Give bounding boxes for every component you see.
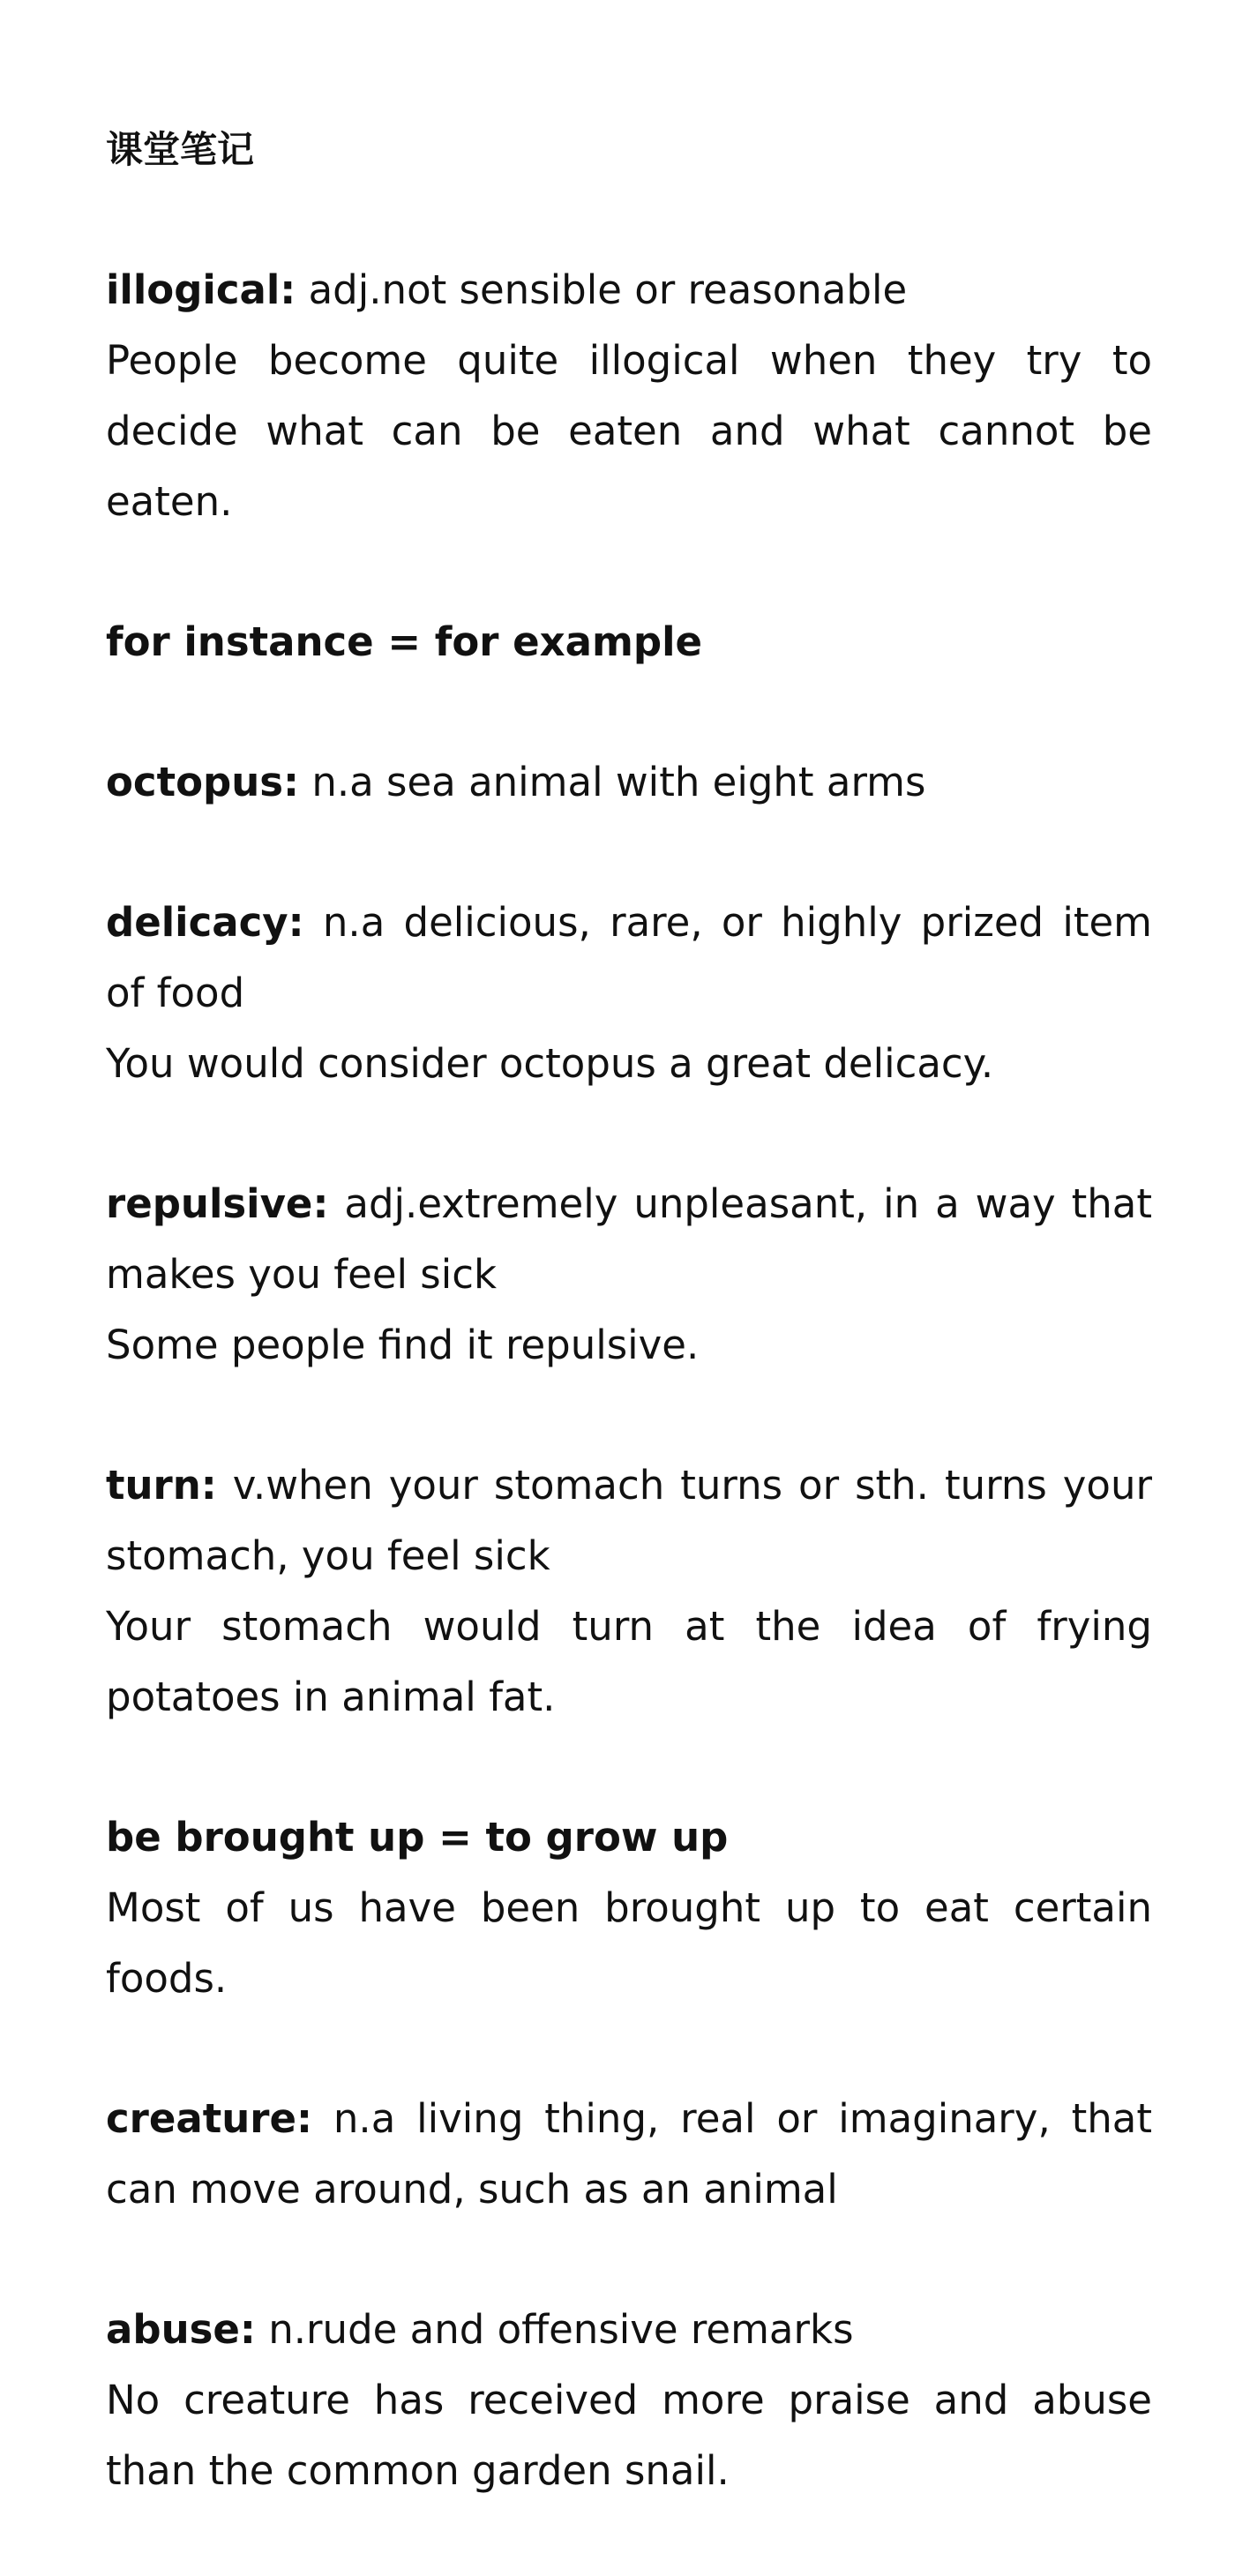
- term: creature:: [106, 2095, 313, 2142]
- definition-line: [106, 1169, 1152, 1310]
- entry-abuse: [106, 2295, 1152, 2506]
- entry-be-brought-up: [106, 1802, 1152, 2014]
- definition-line: [106, 607, 1152, 678]
- definition: n.a sea animal with eight arms: [299, 759, 926, 805]
- definition: n.a living thing, real or imaginary, that can move around, such as an animal: [106, 2095, 1152, 2213]
- entry-repulsive: [106, 1169, 1152, 1381]
- notes-page: [106, 115, 1152, 2576]
- definition-line: [106, 255, 1152, 326]
- definition-line: [106, 1802, 1152, 1873]
- page-title: 课堂笔记: [106, 128, 255, 171]
- entry-turn: [106, 1450, 1152, 1733]
- term: turn:: [106, 1462, 217, 1509]
- example-sentence: People become quite illogical when they try to decide what can be eaten and what cannot be eaten.: [106, 337, 1152, 525]
- entry-creature: [106, 2084, 1152, 2225]
- term: abuse:: [106, 2306, 256, 2353]
- definition-line: [106, 887, 1152, 1029]
- definition-line: [106, 2084, 1152, 2225]
- example-sentence: Your stomach would turn at the idea of frying potatoes in animal fat.: [106, 1603, 1152, 1720]
- example-sentence: Some people find it repulsive.: [106, 1322, 700, 1368]
- example-sentence: You would consider octopus a great delicacy.: [106, 1040, 994, 1087]
- definition: n.rude and offensive remarks: [255, 2306, 854, 2353]
- example-sentence: No creature has received more praise and abuse than the common garden snail.: [106, 2377, 1152, 2494]
- example-sentence: Most of us have been brought up to eat certain foods.: [106, 1884, 1152, 2002]
- entry-octopus: [106, 747, 1152, 818]
- definition: n.a delicious, rare, or highly prized item of food: [106, 899, 1152, 1016]
- entry-illogical: [106, 255, 1152, 537]
- term: delicacy:: [106, 899, 304, 946]
- term: illogical:: [106, 266, 296, 313]
- definition: v.when your stomach turns or sth. turns your stomach, you feel sick: [106, 1462, 1152, 1579]
- entry-for-instance: [106, 607, 1152, 678]
- term: for instance = for example: [106, 618, 703, 665]
- definition-line: [106, 2295, 1152, 2365]
- definition: adj.extremely unpleasant, in a way that makes you feel sick: [106, 1180, 1152, 1298]
- term: repulsive:: [106, 1180, 329, 1227]
- term: octopus:: [106, 759, 300, 805]
- entry-delicacy: [106, 887, 1152, 1099]
- term: be brought up = to grow up: [106, 1814, 729, 1861]
- definition-line: [106, 1450, 1152, 1591]
- definition: adj.not sensible or reasonable: [296, 266, 908, 313]
- definition-line: [106, 747, 1152, 818]
